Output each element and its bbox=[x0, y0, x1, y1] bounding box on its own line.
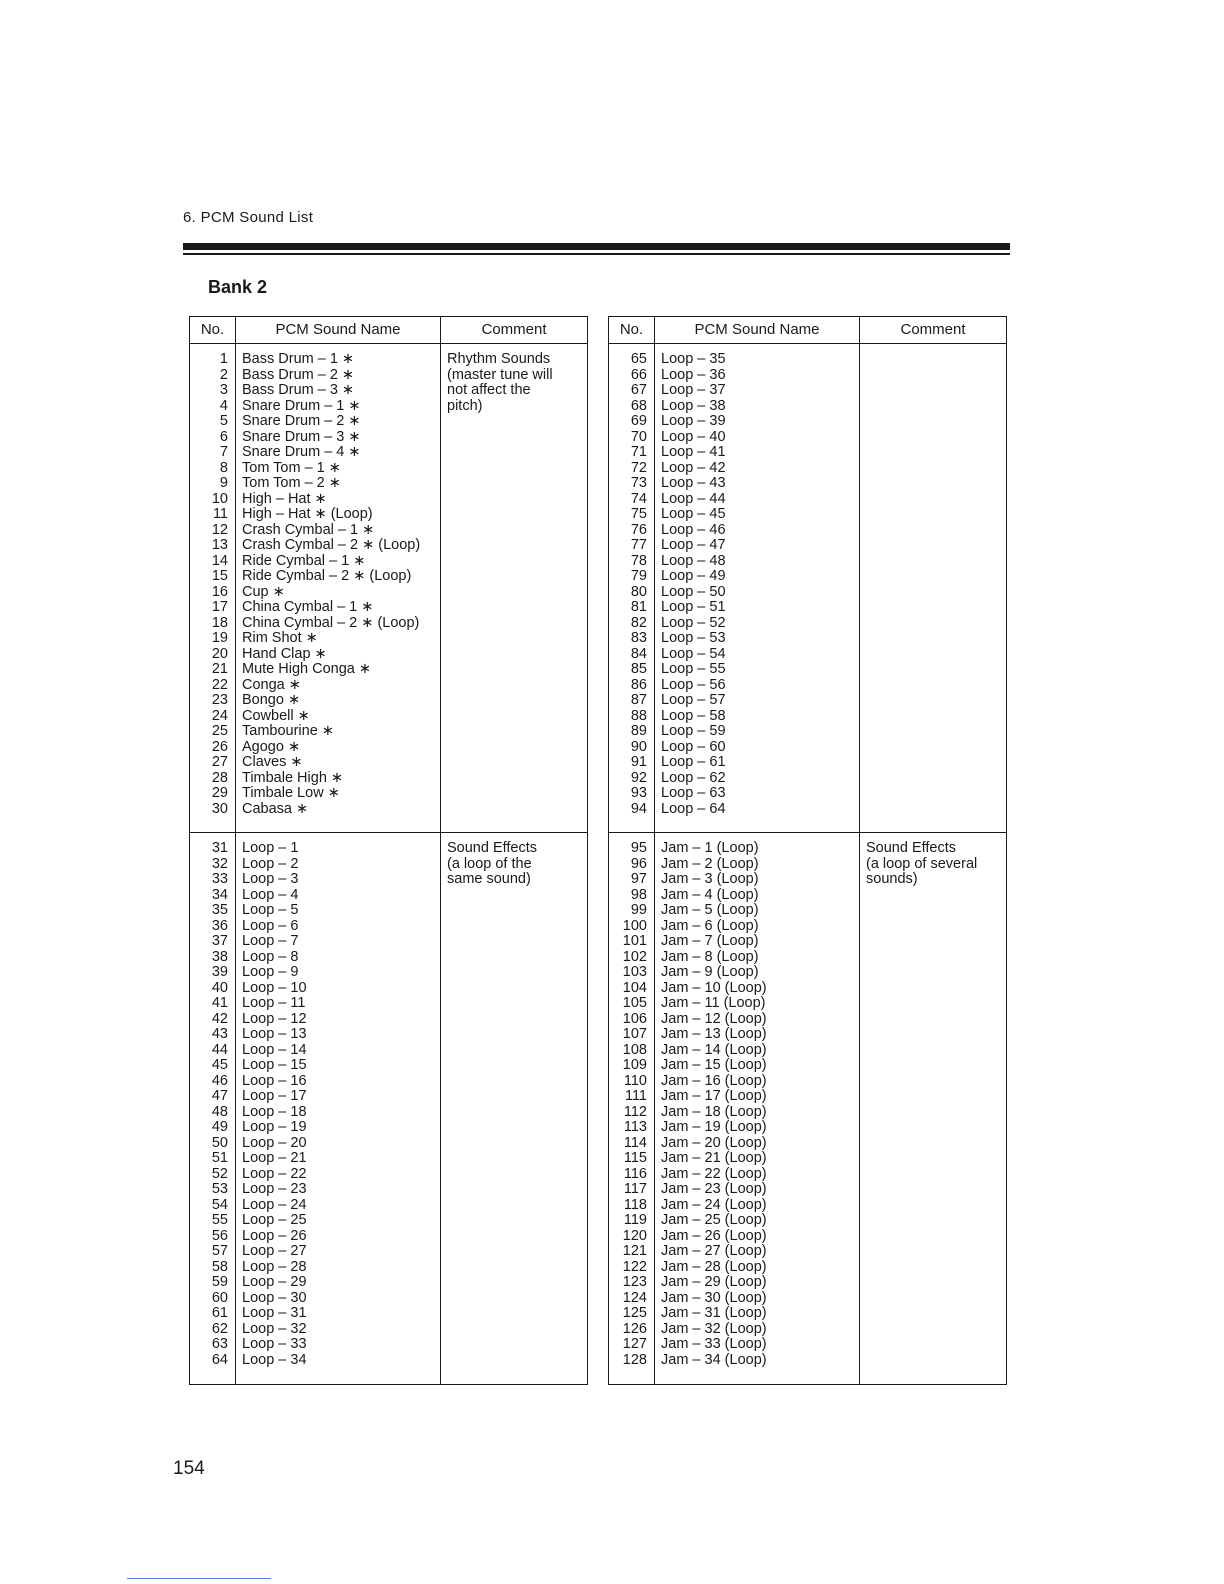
comment-cell bbox=[860, 833, 1007, 1385]
sound-number: 11 bbox=[212, 506, 228, 522]
sound-name: Loop – 44 bbox=[661, 490, 726, 507]
sound-number: 113 bbox=[623, 1119, 647, 1135]
sound-name: Loop – 37 bbox=[661, 382, 726, 398]
sound-number: 13 bbox=[211, 537, 228, 553]
sound-number: 70 bbox=[630, 428, 647, 445]
sound-name: Jam – 1 (Loop) bbox=[661, 840, 759, 856]
column-header-comment: Comment bbox=[441, 317, 588, 344]
sound-number: 123 bbox=[622, 1274, 647, 1290]
sound-number: 115 bbox=[623, 1150, 647, 1166]
sound-number: 108 bbox=[622, 1041, 647, 1058]
sound-number: 114 bbox=[623, 1134, 647, 1151]
sound-number: 92 bbox=[630, 769, 647, 786]
column-header-name: PCM Sound Name bbox=[655, 317, 860, 344]
sound-number: 85 bbox=[630, 661, 647, 677]
sound-number: 49 bbox=[211, 1119, 228, 1135]
sound-number: 67 bbox=[630, 382, 647, 398]
sound-name: Ride Cymbal – 2 ∗ (Loop) bbox=[242, 568, 412, 584]
sound-number: 39 bbox=[211, 964, 228, 980]
sound-number: 21 bbox=[211, 661, 228, 677]
sound-name: Jam – 4 (Loop) bbox=[661, 886, 759, 903]
sound-number: 4 bbox=[219, 397, 228, 414]
sound-name: Loop – 3 bbox=[242, 871, 299, 887]
sound-name: Tom Tom – 1 ∗ bbox=[242, 459, 341, 476]
sound-name: Crash Cymbal – 2 ∗ (Loop) bbox=[242, 537, 421, 553]
sound-number: 68 bbox=[630, 397, 647, 414]
sound-number: 18 bbox=[211, 614, 228, 631]
sound-name: Loop – 17 bbox=[242, 1088, 307, 1104]
sound-number: 95 bbox=[630, 840, 647, 856]
comment-cell bbox=[441, 344, 588, 833]
sound-number: 78 bbox=[630, 552, 647, 569]
sound-number: 58 bbox=[211, 1258, 228, 1275]
sound-name: Jam – 15 (Loop) bbox=[661, 1057, 767, 1073]
sound-number: 3 bbox=[219, 382, 228, 398]
sound-name: Jam – 20 (Loop) bbox=[661, 1134, 767, 1151]
sound-number: 46 bbox=[211, 1072, 228, 1089]
sound-name: Loop – 29 bbox=[242, 1274, 307, 1290]
sound-name: Loop – 10 bbox=[242, 979, 307, 996]
sound-name: Jam – 2 (Loop) bbox=[661, 855, 759, 872]
sound-number: 103 bbox=[622, 964, 647, 980]
sound-name: Loop – 5 bbox=[242, 902, 299, 918]
sound-name: Jam – 5 (Loop) bbox=[661, 902, 759, 918]
sound-number: 112 bbox=[623, 1103, 647, 1120]
sound-number: 97 bbox=[630, 871, 647, 887]
sound-number: 99 bbox=[630, 902, 647, 918]
sound-name: Bass Drum – 1 ∗ bbox=[242, 351, 355, 367]
sound-number: 120 bbox=[622, 1227, 647, 1244]
sound-name: Loop – 42 bbox=[661, 459, 726, 476]
sound-name: Loop – 63 bbox=[661, 785, 726, 801]
sound-name: Tambourine ∗ bbox=[242, 723, 334, 739]
comment-cell bbox=[441, 833, 588, 1385]
sound-number: 93 bbox=[630, 785, 647, 801]
sound-name: Loop – 7 bbox=[242, 933, 299, 949]
sound-name: Jam – 13 (Loop) bbox=[661, 1026, 767, 1042]
sound-number: 59 bbox=[211, 1274, 228, 1290]
sound-number: 84 bbox=[630, 645, 647, 662]
sound-number: 100 bbox=[622, 917, 647, 934]
sound-number: 116 bbox=[623, 1165, 647, 1182]
sound-name: Loop – 23 bbox=[242, 1181, 307, 1197]
sound-name: China Cymbal – 2 ∗ (Loop) bbox=[242, 614, 420, 631]
sound-number: 40 bbox=[211, 979, 228, 996]
sound-name: Loop – 34 bbox=[242, 1351, 307, 1368]
comment-cell bbox=[860, 344, 1007, 833]
sound-number: 62 bbox=[211, 1320, 228, 1337]
sound-number: 28 bbox=[211, 769, 228, 786]
sound-number: 52 bbox=[211, 1165, 228, 1182]
sound-number: 124 bbox=[622, 1289, 647, 1306]
sound-name: Jam – 3 (Loop) bbox=[661, 871, 759, 887]
sound-number: 57 bbox=[211, 1243, 228, 1259]
sound-number: 87 bbox=[630, 692, 647, 708]
sound-number: 126 bbox=[622, 1320, 647, 1337]
sound-name: Loop – 53 bbox=[661, 630, 726, 646]
sound-number: 65 bbox=[630, 351, 647, 367]
sound-name: Conga ∗ bbox=[242, 676, 301, 693]
sound-name: Jam – 28 (Loop) bbox=[661, 1258, 767, 1275]
sound-name: Jam – 29 (Loop) bbox=[661, 1274, 767, 1290]
sound-name: Loop – 27 bbox=[242, 1243, 307, 1259]
sound-number: 23 bbox=[211, 692, 228, 708]
sound-name: Loop – 32 bbox=[242, 1320, 307, 1337]
number-cell bbox=[609, 344, 655, 833]
sound-number: 110 bbox=[623, 1072, 647, 1089]
sound-number: 118 bbox=[623, 1196, 647, 1213]
sound-number: 9 bbox=[219, 475, 228, 491]
sound-name: Loop – 61 bbox=[661, 754, 726, 770]
name-cell bbox=[236, 344, 441, 833]
sound-number: 41 bbox=[211, 995, 228, 1011]
row-group bbox=[609, 833, 1007, 1385]
sound-number: 104 bbox=[622, 979, 647, 996]
sound-number: 20 bbox=[211, 645, 228, 662]
sound-number: 54 bbox=[211, 1196, 228, 1213]
sound-number: 8 bbox=[219, 459, 228, 476]
sound-number: 38 bbox=[211, 948, 228, 965]
bank-title: Bank 2 bbox=[208, 277, 268, 297]
sound-name: Jam – 27 (Loop) bbox=[661, 1243, 767, 1259]
sound-name: Tom Tom – 2 ∗ bbox=[242, 475, 341, 491]
sound-name: Agogo ∗ bbox=[242, 738, 301, 755]
sound-name: Loop – 47 bbox=[661, 537, 726, 553]
sound-number: 31 bbox=[211, 840, 228, 856]
sound-name: Loop – 13 bbox=[242, 1026, 307, 1042]
sound-name: Loop – 31 bbox=[242, 1305, 307, 1321]
sound-name: Timbale Low ∗ bbox=[242, 785, 340, 801]
sound-name: Snare Drum – 1 ∗ bbox=[242, 397, 361, 414]
row-group bbox=[609, 344, 1007, 833]
sound-name: Bongo ∗ bbox=[242, 692, 301, 708]
sound-number: 71 bbox=[630, 444, 647, 460]
sound-name: Loop – 35 bbox=[661, 351, 726, 367]
sound-number: 106 bbox=[622, 1010, 647, 1027]
sound-number: 79 bbox=[630, 568, 647, 584]
number-cell bbox=[190, 833, 236, 1385]
sound-name: Loop – 25 bbox=[242, 1212, 307, 1228]
number-cell bbox=[609, 833, 655, 1385]
sound-number: 98 bbox=[630, 886, 647, 903]
sound-name: Loop – 52 bbox=[661, 614, 726, 631]
sound-number: 94 bbox=[630, 800, 647, 817]
sound-number: 14 bbox=[211, 552, 228, 569]
sound-name: Jam – 10 (Loop) bbox=[661, 979, 767, 996]
sound-name: Loop – 2 bbox=[242, 855, 299, 872]
sound-name: Jam – 24 (Loop) bbox=[661, 1196, 767, 1213]
sound-name: Loop – 43 bbox=[661, 475, 726, 491]
sound-table-right bbox=[608, 316, 1007, 1385]
sound-number: 1 bbox=[219, 351, 228, 367]
sound-name: Loop – 60 bbox=[661, 738, 726, 755]
sound-name: Loop – 15 bbox=[242, 1057, 307, 1073]
sound-number: 37 bbox=[211, 933, 228, 949]
sound-number: 36 bbox=[211, 917, 228, 934]
sound-name: Jam – 16 (Loop) bbox=[661, 1072, 767, 1089]
sound-name: High – Hat ∗ bbox=[242, 490, 327, 507]
sound-name: Loop – 33 bbox=[242, 1336, 307, 1352]
sound-number: 107 bbox=[622, 1026, 647, 1042]
column-header-no: No. bbox=[190, 317, 236, 344]
sound-number: 127 bbox=[622, 1336, 647, 1352]
sound-name: Snare Drum – 4 ∗ bbox=[242, 444, 361, 460]
sound-number: 80 bbox=[630, 583, 647, 600]
sound-number: 16 bbox=[211, 583, 228, 600]
row-group bbox=[190, 833, 588, 1385]
sound-name: Mute High Conga ∗ bbox=[242, 661, 372, 677]
sound-name: Loop – 21 bbox=[242, 1150, 307, 1166]
sound-name: Loop – 55 bbox=[661, 661, 726, 677]
sound-number: 76 bbox=[630, 521, 647, 538]
sound-name: Jam – 25 (Loop) bbox=[661, 1212, 767, 1228]
sound-number: 69 bbox=[630, 413, 647, 429]
sound-number: 43 bbox=[211, 1026, 228, 1042]
sound-number: 47 bbox=[211, 1088, 228, 1104]
table-header-row bbox=[190, 317, 588, 344]
sound-number: 29 bbox=[211, 785, 228, 801]
sound-number: 50 bbox=[211, 1134, 228, 1151]
sound-name: Timbale High ∗ bbox=[242, 769, 344, 786]
name-cell bbox=[236, 833, 441, 1385]
column-header-name: PCM Sound Name bbox=[236, 317, 441, 344]
sound-name: Loop – 38 bbox=[661, 397, 726, 414]
sound-number: 88 bbox=[630, 707, 647, 724]
sound-name: Hand Clap ∗ bbox=[242, 645, 327, 662]
sound-name: High – Hat ∗ (Loop) bbox=[242, 506, 373, 522]
sound-name: Cup ∗ bbox=[242, 583, 285, 600]
sound-name: Jam – 9 (Loop) bbox=[661, 964, 759, 980]
sound-number: 96 bbox=[630, 855, 647, 872]
sound-number: 119 bbox=[623, 1212, 647, 1228]
sound-number: 48 bbox=[211, 1103, 228, 1120]
sound-name: Loop – 26 bbox=[242, 1227, 307, 1244]
sound-number: 35 bbox=[211, 902, 228, 918]
sound-name: Loop – 40 bbox=[661, 428, 726, 445]
row-group bbox=[190, 344, 588, 833]
sound-number: 102 bbox=[622, 948, 647, 965]
sound-number: 111 bbox=[624, 1088, 647, 1104]
sound-number: 91 bbox=[630, 754, 647, 770]
sound-number: 101 bbox=[622, 933, 647, 949]
sound-name: Loop – 11 bbox=[242, 995, 306, 1011]
sound-number: 56 bbox=[211, 1227, 228, 1244]
sound-number: 64 bbox=[211, 1351, 228, 1368]
sound-number: 42 bbox=[211, 1010, 228, 1027]
page-number: 154 bbox=[173, 1458, 205, 1479]
sound-name: Loop – 28 bbox=[242, 1258, 307, 1275]
sound-name: Loop – 22 bbox=[242, 1165, 307, 1182]
sound-name: Loop – 8 bbox=[242, 948, 299, 965]
sound-name: Jam – 22 (Loop) bbox=[661, 1165, 767, 1182]
sound-number: 53 bbox=[211, 1181, 228, 1197]
sound-number: 125 bbox=[622, 1305, 647, 1321]
sound-name: Loop – 50 bbox=[661, 583, 726, 600]
sound-name: Jam – 17 (Loop) bbox=[661, 1088, 767, 1104]
sound-number: 32 bbox=[211, 855, 228, 872]
sound-number: 75 bbox=[630, 506, 647, 522]
sound-name: Jam – 12 (Loop) bbox=[661, 1010, 767, 1027]
sound-name: Jam – 11 (Loop) bbox=[661, 995, 766, 1011]
sound-name: Loop – 58 bbox=[661, 707, 726, 724]
sound-name: Jam – 14 (Loop) bbox=[661, 1041, 767, 1058]
sound-name: Jam – 34 (Loop) bbox=[661, 1351, 767, 1368]
sound-name: Loop – 51 bbox=[661, 599, 726, 615]
sound-name: Jam – 21 (Loop) bbox=[661, 1150, 767, 1166]
sound-number: 77 bbox=[630, 537, 647, 553]
sound-number: 83 bbox=[630, 630, 647, 646]
sound-name: Loop – 49 bbox=[661, 568, 726, 584]
table-header-row bbox=[609, 317, 1007, 344]
sound-name: Loop – 9 bbox=[242, 964, 299, 980]
sound-name: Ride Cymbal – 1 ∗ bbox=[242, 552, 366, 569]
column-header-no: No. bbox=[609, 317, 655, 344]
sound-name: Jam – 32 (Loop) bbox=[661, 1320, 767, 1337]
sound-number: 90 bbox=[630, 738, 647, 755]
sound-number: 121 bbox=[622, 1243, 647, 1259]
sound-number: 73 bbox=[630, 475, 647, 491]
sound-number: 44 bbox=[211, 1041, 228, 1058]
section-title: 6. PCM Sound List bbox=[183, 209, 314, 226]
sound-number: 17 bbox=[211, 599, 228, 615]
sound-number: 82 bbox=[630, 614, 647, 631]
sound-number: 12 bbox=[211, 521, 228, 538]
sound-number: 6 bbox=[219, 428, 228, 445]
sound-name: Loop – 12 bbox=[242, 1010, 307, 1027]
sound-name: Loop – 39 bbox=[661, 413, 726, 429]
sound-name: Jam – 30 (Loop) bbox=[661, 1289, 767, 1306]
sound-number: 81 bbox=[630, 599, 647, 615]
sound-name: Loop – 24 bbox=[242, 1196, 307, 1213]
sound-name: Jam – 26 (Loop) bbox=[661, 1227, 767, 1244]
sound-number: 2 bbox=[219, 366, 228, 383]
sound-name: Bass Drum – 3 ∗ bbox=[242, 382, 355, 398]
sound-name: Rim Shot ∗ bbox=[242, 630, 318, 646]
sound-number: 24 bbox=[211, 707, 228, 724]
sound-name: Loop – 30 bbox=[242, 1289, 307, 1306]
sound-name: Loop – 1 bbox=[242, 840, 299, 856]
sound-number: 72 bbox=[630, 459, 647, 476]
sound-name: Jam – 33 (Loop) bbox=[661, 1336, 767, 1352]
sound-name: Jam – 19 (Loop) bbox=[661, 1119, 767, 1135]
sound-name: Loop – 14 bbox=[242, 1041, 307, 1058]
sound-table-left bbox=[189, 316, 588, 1385]
sound-number: 89 bbox=[630, 723, 647, 739]
sound-number: 51 bbox=[211, 1150, 228, 1166]
sound-name: Loop – 36 bbox=[661, 366, 726, 383]
comment-text: Sound Effects (a loop of several sounds) bbox=[866, 840, 978, 887]
sound-number: 27 bbox=[211, 754, 228, 770]
sound-number: 74 bbox=[630, 490, 647, 507]
sound-name: Jam – 31 (Loop) bbox=[661, 1305, 767, 1321]
sound-name: Jam – 18 (Loop) bbox=[661, 1103, 767, 1120]
sound-number: 10 bbox=[211, 490, 228, 507]
sound-name: Bass Drum – 2 ∗ bbox=[242, 366, 355, 383]
sound-name: Loop – 20 bbox=[242, 1134, 307, 1151]
sound-name: Loop – 48 bbox=[661, 552, 726, 569]
sound-number: 30 bbox=[211, 800, 228, 817]
sound-name: Loop – 19 bbox=[242, 1119, 307, 1135]
sound-number: 45 bbox=[211, 1057, 228, 1073]
sound-number: 26 bbox=[211, 738, 228, 755]
sound-number: 22 bbox=[211, 676, 228, 693]
name-cell bbox=[655, 833, 860, 1385]
sound-number: 19 bbox=[211, 630, 228, 646]
sound-name: Cabasa ∗ bbox=[242, 800, 309, 817]
sound-number: 33 bbox=[211, 871, 228, 887]
sound-name: Jam – 7 (Loop) bbox=[661, 933, 759, 949]
sound-name: Loop – 6 bbox=[242, 917, 299, 934]
sound-number: 7 bbox=[219, 444, 228, 460]
sound-number: 122 bbox=[622, 1258, 647, 1275]
sound-name: Jam – 6 (Loop) bbox=[661, 917, 759, 934]
sound-number: 55 bbox=[211, 1212, 228, 1228]
sound-number: 61 bbox=[211, 1305, 228, 1321]
sound-number: 60 bbox=[211, 1289, 228, 1306]
sound-name: Loop – 4 bbox=[242, 886, 299, 903]
sound-name: Loop – 41 bbox=[661, 444, 726, 460]
sound-name: Snare Drum – 2 ∗ bbox=[242, 413, 361, 429]
sound-number: 66 bbox=[630, 366, 647, 383]
number-cell bbox=[190, 344, 236, 833]
sound-name: Jam – 8 (Loop) bbox=[661, 948, 759, 965]
sound-name: Loop – 46 bbox=[661, 521, 726, 538]
sound-name: Loop – 62 bbox=[661, 769, 726, 786]
sound-name: Snare Drum – 3 ∗ bbox=[242, 428, 361, 445]
sound-name: Loop – 57 bbox=[661, 692, 726, 708]
sound-name: Cowbell ∗ bbox=[242, 707, 310, 724]
column-header-comment: Comment bbox=[860, 317, 1007, 344]
sound-number: 105 bbox=[622, 995, 647, 1011]
sound-name: Crash Cymbal – 1 ∗ bbox=[242, 521, 375, 538]
sound-number: 109 bbox=[622, 1057, 647, 1073]
sound-name: Loop – 54 bbox=[661, 645, 726, 662]
sound-number: 15 bbox=[211, 568, 228, 584]
sound-name: China Cymbal – 1 ∗ bbox=[242, 599, 374, 615]
header-rule-thick bbox=[183, 243, 1010, 250]
sound-name: Loop – 45 bbox=[661, 506, 726, 522]
sound-number: 25 bbox=[211, 723, 228, 739]
sound-number: 128 bbox=[622, 1351, 647, 1368]
header-rule-thin bbox=[183, 253, 1010, 255]
sound-name: Loop – 64 bbox=[661, 800, 726, 817]
sound-number: 34 bbox=[211, 886, 228, 903]
sound-name: Loop – 18 bbox=[242, 1103, 307, 1120]
sound-number: 5 bbox=[219, 413, 228, 429]
sound-name: Claves ∗ bbox=[242, 754, 303, 770]
name-cell bbox=[655, 344, 860, 833]
sound-number: 86 bbox=[630, 676, 647, 693]
sound-name: Jam – 23 (Loop) bbox=[661, 1181, 767, 1197]
comment-text: Sound Effects (a loop of the same sound) bbox=[447, 840, 538, 887]
sound-number: 117 bbox=[623, 1181, 647, 1197]
sound-name: Loop – 59 bbox=[661, 723, 726, 739]
footer-line bbox=[127, 1578, 271, 1579]
sound-name: Loop – 16 bbox=[242, 1072, 307, 1089]
comment-text: Rhythm Sounds (master tune will not affect the pitch) bbox=[447, 351, 553, 414]
sound-number: 63 bbox=[211, 1336, 228, 1352]
sound-name: Loop – 56 bbox=[661, 676, 726, 693]
